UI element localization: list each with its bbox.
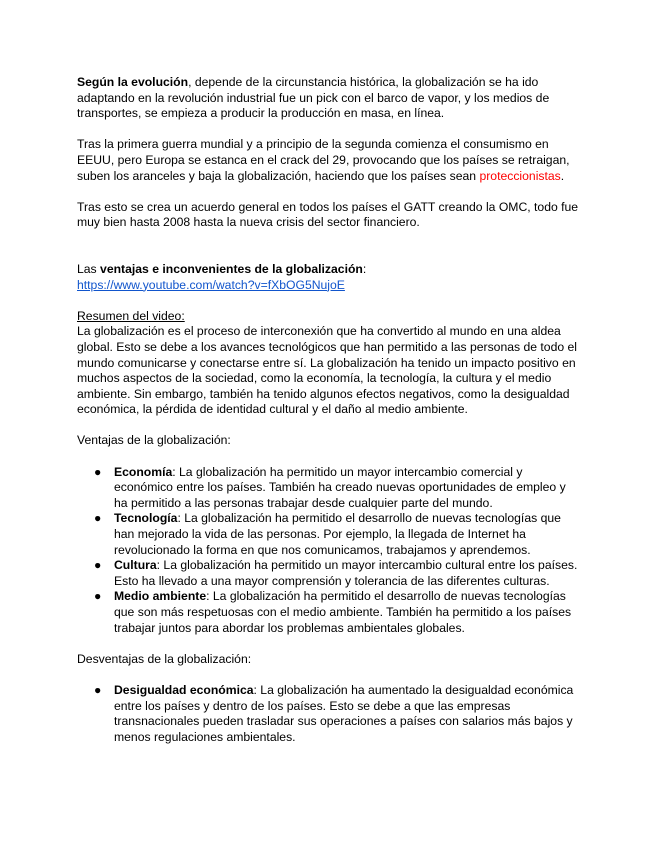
list-item-text: : La globalización ha permitido el desarrollo de nuevas tecnologías que han mejorado la vida de las personas. Por ejemplo, la llegada de Internet ha revolucionado la forma en que nos comunicamos, trabajamos y aprendemos. [114,511,561,557]
disadvantages-list [77,683,582,745]
youtube-link[interactable]: https://www.youtube.com/watch?v=fXbOG5NujoE [77,277,345,292]
bullet-icon: ● [94,558,102,573]
bullet-icon: ● [94,464,102,479]
summary-text: La globalización es el proceso de interconexión que ha convertido al mundo en una aldea global. Esto se debe a los avances tecnológicos que han permitido a las personas de todo el mundo comunicarse y conectarse entre sí. La globalización ha tenido un impacto positivo en muchos aspectos de la sociedad, como la economía, la tecnología, la cultura y el medio ambiente. Sin embargo, también ha tenido algunos efectos negativos, como la desigualdad económica, la pérdida de identidad cultural y el daño al medio ambiente. [77,324,578,417]
list-item-desigualdad [77,683,582,745]
bullet-icon: ● [94,682,102,697]
list-item-title: Medio ambiente [114,589,207,604]
intro-paragraph-2 [77,137,582,184]
disadvantages-heading: Desventajas de la globalización: [77,651,252,666]
list-item-text: : La globalización ha aumentado la desigualdad económica entre los países y dentro de los países. Esto se debe a que las empresas transnacionales pueden trasladar sus operaciones a países con salarios más bajos y menos regulaciones ambientales. [114,682,574,744]
list-item-economia [77,465,582,512]
section-heading-bold: ventajas e inconvenientes de la globalización [100,261,363,276]
list-item-cultura [77,558,582,589]
intro-paragraph-1 [77,75,582,122]
intro-paragraph-3: Tras esto se crea un acuerdo general en todos los países el GATT creando la OMC, todo fue muy bien hasta 2008 hasta la nueva crisis del sector financiero. [77,199,579,230]
list-item-title: Desigualdad económica [114,682,254,697]
intro-paragraph-2-end: . [560,168,565,183]
list-item-title: Cultura [114,558,157,573]
intro-paragraph-1-text: , depende de la circunstancia histórica, la globalización se ha ido adaptando en la revolución industrial fue un pick con el barco de vapor, y los medios de transportes, se empieza a producir la producción en masa, en línea. [77,75,550,121]
list-item-text: : La globalización ha permitido el desarrollo de nuevas tecnologías que son más respetuosas con el medio ambiente. También ha permitido a los países trabajar juntos para abordar los problemas ambientales globales. [114,589,572,635]
intro-bold-lead: Según la evolución [77,75,189,89]
list-item-medio-ambiente [77,589,582,636]
video-link-line [77,278,582,294]
summary-heading-text: Resumen del video: [77,308,185,323]
section-heading [77,262,582,278]
bullet-icon: ● [94,511,102,526]
advantages-list [77,465,582,637]
advantages-heading: Ventajas de la globalización: [77,433,231,448]
summary-heading [77,309,582,325]
section-heading-prefix: Las [77,261,101,276]
intro-paragraph-2-text: Tras la primera guerra mundial y a principio de la segunda comienza el consumismo en EEUU, pero Europa se estanca en el crack del 29, provocando que los países se retraigan, suben los aranceles y baja la globalización, haciendo que los países sean [77,137,570,183]
list-item-text: : La globalización ha permitido un mayor intercambio comercial y económico entre los países. También ha creado nuevas oportunidades de empleo y ha permitido a las personas trabajar desde cualquier parte del mundo. [114,464,566,510]
list-item-title: Tecnología [114,511,178,526]
section-heading-suffix: : [362,261,367,276]
highlight-proteccionistas: proteccionistas [479,168,561,183]
list-item-text: : La globalización ha permitido un mayor intercambio cultural entre los países. Esto ha llevado a una mayor comprensión y tolerancia de las diferentes culturas. [114,558,578,588]
list-item-tecnologia [77,511,582,558]
bullet-icon: ● [94,589,102,604]
list-item-title: Economía [114,464,173,479]
document-page [77,75,582,745]
